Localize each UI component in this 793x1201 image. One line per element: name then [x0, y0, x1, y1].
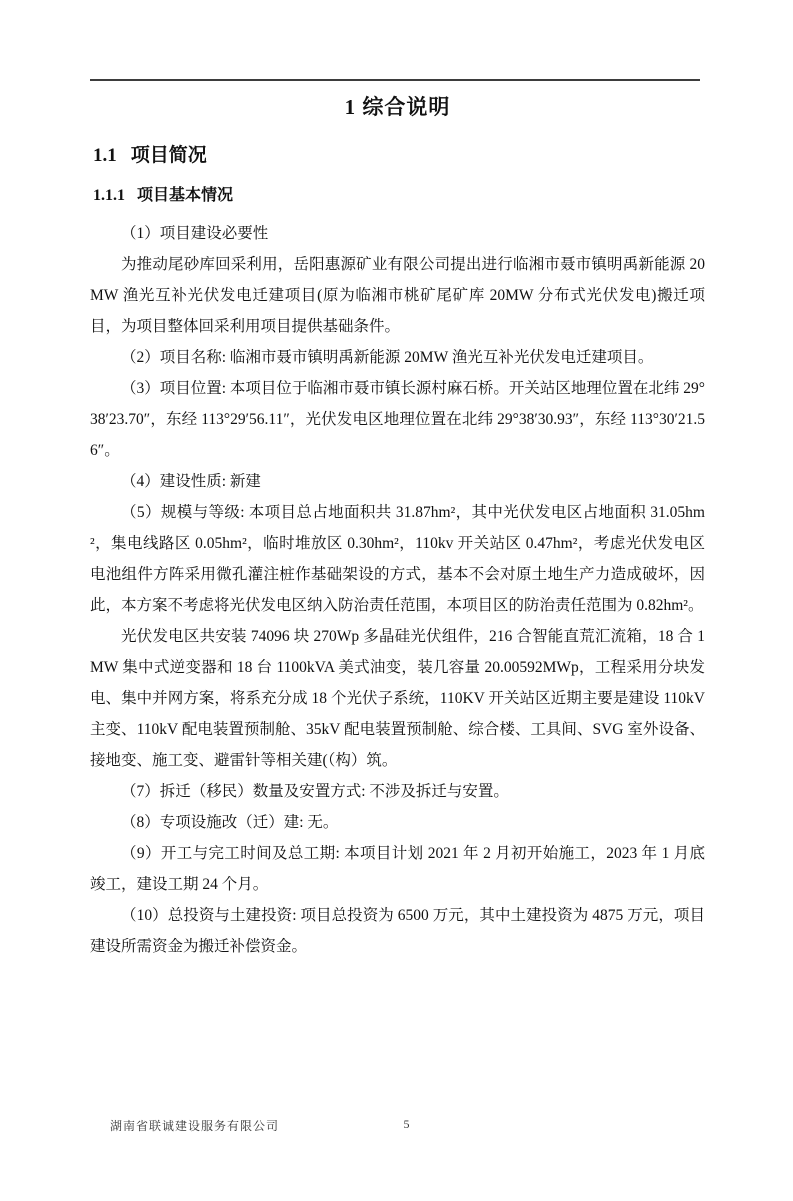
paragraph-project-name: （2）项目名称: 临湘市聂市镇明禹新能源 20MW 渔光互补光伏发电迁建项目。	[121, 349, 654, 366]
document-page	[0, 79, 793, 1201]
footer-company-name: 湖南省联诚建设服务有限公司	[110, 1119, 280, 1133]
paragraph-necessity-body: 为推动尾砂库回采利用，岳阳惠源矿业有限公司提出进行临湘市聂市镇明禹新能源 20MW 渔光互补光伏发电迁建项目(原为临湘市桃矿尾矿库 20MW 分布式光伏发电)搬迁项目，为项目整体回采利用项目提供基础条件。	[90, 256, 705, 335]
subsection-heading	[93, 185, 705, 207]
page-footer	[0, 1115, 793, 1139]
paragraph-scale-grade: （5）规模与等级: 本项目总占地面积共 31.87hm²，其中光伏发电区占地面积 31.05hm²，集电线路区 0.05hm²，临时堆放区 0.30hm²，110kv 开关站区 0.47hm²，考虑光伏发电区电池组件方阵采用微孔灌注桩作基础架设的方式，基本不会对原土地生产力造成破坏，因此，本方案不考虑将光伏发电区纳入防治责任范围，本项目区的防治责任范围为 0.82hm²。	[90, 504, 705, 614]
paragraph-construction-nature: （4）建设性质: 新建	[121, 473, 261, 490]
paragraph-investment: （10）总投资与土建投资: 项目总投资为 6500 万元，其中土建投资为 4875 万元，项目建设所需资金为搬迁补偿资金。	[90, 907, 705, 955]
section-title: 项目简况	[130, 145, 207, 166]
body-text	[90, 218, 705, 962]
section-number: 1.1	[93, 145, 117, 166]
paragraph-relocation: （7）拆迁（移民）数量及安置方式: 不涉及拆迁与安置。	[121, 783, 509, 800]
paragraph-schedule: （9）开工与完工时间及总工期: 本项目计划 2021 年 2 月初开始施工，2023 年 1 月底竣工，建设工期 24 个月。	[90, 845, 705, 893]
paragraph-special-facilities: （8）专项设施改（迁）建: 无。	[121, 814, 339, 831]
chapter-title: 1 综合说明	[344, 95, 451, 119]
subsection-title: 项目基本情况	[137, 187, 234, 204]
paragraph-pv-equipment: 光伏发电区共安装 74096 块 270Wp 多晶硅光伏组件，216 合智能直荒汇流箱，18 合 1MW 集中式逆变器和 18 台 1100kVA 美式油变，装几容量 20.00592MWp，工程采用分块发电、集中并网方案，将系充分成 18 个光伏子系统，110KV 开关站区近期主要是建设 110kV 主变、110kV 配电装置预制舱、35kV 配电装置预制舱、综合楼、工具间、SVG 室外设备、接地变、施工变、避雷针等相关建(（构）筑。	[90, 628, 705, 769]
paragraph-necessity-heading: （1）项目建设必要性	[121, 225, 269, 242]
subsection-number: 1.1.1	[93, 187, 125, 204]
paragraph-project-location: （3）项目位置: 本项目位于临湘市聂市镇长源村麻石桥。开关站区地理位置在北纬 29°38′23.70″，东经 113°29′56.11″，光伏发电区地理位置在北纬 29°38′30.93″，东经 113°30′21.56″。	[90, 380, 706, 459]
header-rule	[90, 79, 700, 81]
footer-page-number: 5	[403, 1117, 410, 1131]
section-heading	[93, 143, 705, 169]
